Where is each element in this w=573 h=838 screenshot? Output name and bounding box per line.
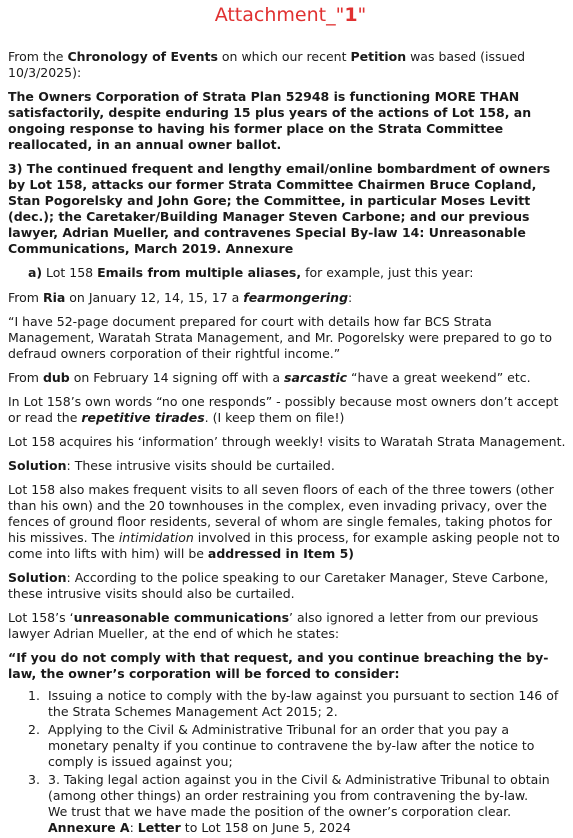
annexure-a-label: Annexure A — [48, 820, 130, 835]
heading-prefix: Attachment_" — [214, 4, 345, 26]
alias-dub: dub — [42, 370, 70, 385]
chronology-reference: Chronology of Events — [67, 49, 218, 64]
sarcastic-text: sarcastic — [284, 370, 348, 385]
intimidation-text: intimidation — [118, 530, 194, 545]
visits-paragraph: Lot 158 also makes frequent visits to all seven floors of each of the three towers (other than his own) and the 20 townhouses in the complex, even invading privacy, over the fences of ground floor residents, several of whom are single females, taking photos for his missives. The intimidation involved in this process, for example asking people not to come into lifts with him) will be addressed in Item 5) — [8, 482, 560, 561]
repetitive-tirades-text: repetitive tirades — [81, 410, 205, 425]
intro-paragraph: From the Chronology of Events on which our recent Petition was based (issued 10/3/2025): — [8, 49, 526, 80]
alias-ria: Ria — [42, 290, 66, 305]
quote-paragraph: “I have 52-page document prepared for court with details how far BCS Strata Management, Waratah Strata Management, and Mr. Pogorelsky were prepared to go to defraud owners corporation of their rightful income.” — [8, 314, 553, 361]
closing-text: We trust that we have made the position of the owner’s corporation clear. Annexure A: Letter to Lot 158 on June 5, 2024 — [48, 804, 512, 835]
consequences-list — [8, 688, 566, 836]
heading-number: 1 — [344, 4, 358, 26]
list-item: 2. Applying to the Civil & Administrative Tribunal for an order that you pay a monetary penalty if you continue to contravene the by-law after the notice to comply is issued against you; — [28, 722, 535, 769]
solution-label: Solution — [8, 458, 67, 473]
heading-suffix: " — [357, 4, 367, 26]
item-5-reference: addressed in Item 5) — [207, 546, 354, 561]
emails-aliases-text: Emails from multiple aliases, — [97, 265, 302, 280]
letter-label: Letter — [137, 820, 181, 835]
list-item: 3. 3. Taking legal action against you in the Civil & Administrative Tribunal to obtain (among other things) an order restraining you from contravening the by-law. We trust that we have made the position of the owner’s corporation clear. Annexure A: Letter to Lot 158 on June 5, 2024 — [28, 772, 550, 835]
sub-item-a-label: a) — [28, 265, 43, 280]
solution-label: Solution — [8, 570, 67, 585]
own-words-paragraph: In Lot 158’s own words “no one responds” - possibly because most owners don’t accept or read the repetitive tirades. (I keep them on file!) — [8, 394, 559, 425]
ria-paragraph: From Ria on January 12, 14, 15, 17 a fearmongering: — [8, 290, 353, 305]
document-body — [8, 49, 566, 838]
warning-paragraph: “If you do not comply with that request, and you continue breaching the by-law, the owner’s corporation will be forced to consider: — [8, 650, 549, 681]
acquires-paragraph: Lot 158 acquires his ‘information’ through weekly! visits to Waratah Strata Management. — [8, 434, 566, 449]
solution-paragraph-2: Solution: According to the police speaking to our Caretaker Manager, Steve Carbone, these intrusive visits should also be curtailed. — [8, 570, 549, 601]
solution-paragraph-1: Solution: These intrusive visits should be curtailed. — [8, 458, 335, 473]
statement-paragraph: The Owners Corporation of Strata Plan 52948 is functioning MORE THAN satisfactorily, despite enduring 15 plus years of the actions of Lot 158, an ongoing response to having his former place on the Strata Committee reallocated, in an annual owner ballot. — [8, 89, 532, 152]
petition-reference: Petition — [350, 49, 407, 64]
unreasonable-paragraph: Lot 158’s ‘unreasonable communications’ also ignored a letter from our previous lawyer Adrian Mueller, at the end of which he states: — [8, 610, 539, 641]
attachment-heading — [0, 2, 573, 28]
sub-item-a: a) Lot 158 Emails from multiple aliases, for example, just this year: — [28, 265, 474, 280]
fearmongering-text: fearmongering — [243, 290, 349, 305]
item-3-paragraph: 3) The continued frequent and lengthy email/online bombardment of owners by Lot 158, attacks our former Strata Committee Chairmen Bruce Copland, Stan Pogorelsky and John Gore; the Committee, in particular Moses Levitt (dec.); the Caretaker/Building Manager Steven Carbone; and our previous lawyer, Adrian Mueller, and contravenes Special By-law 14: Unreasonable Communications, March 2019. Annexure — [8, 161, 551, 256]
list-item: 1. Issuing a notice to comply with the by-law against you pursuant to section 146 of the Strata Schemes Management Act 2015; 2. — [28, 688, 559, 719]
dub-paragraph: From dub on February 14 signing off with a sarcastic “have a great weekend” etc. — [8, 370, 531, 385]
unreasonable-communications-text: unreasonable communications — [73, 610, 290, 625]
